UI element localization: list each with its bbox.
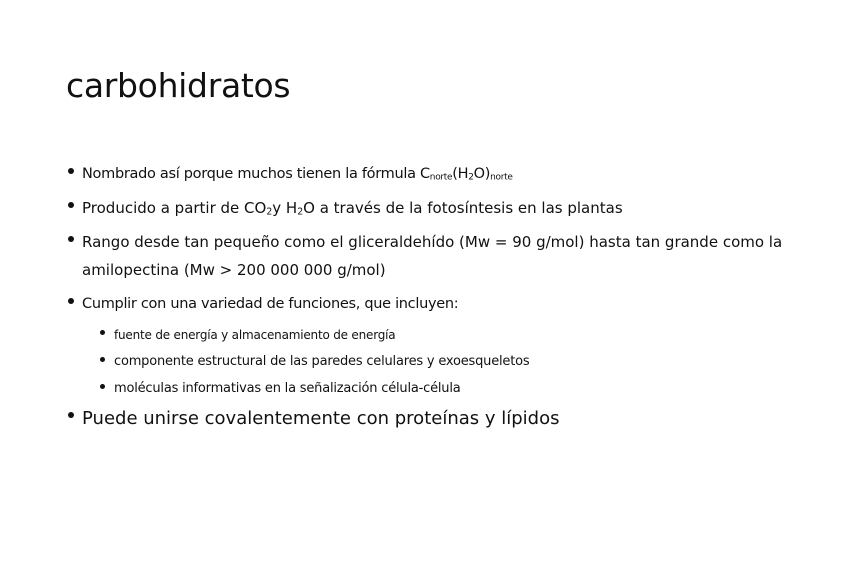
bullet-functions: Cumplir con una variedad de funciones, que incluyen: (66, 290, 786, 318)
bullet-list (66, 160, 786, 439)
sub-bullet-signaling: moléculas informativas en la señalización célula-célula (98, 378, 786, 400)
bullet-covalent: Puede unirse covalentemente con proteínas y lípidos (66, 405, 786, 433)
sub-bullet-energy: fuente de energía y almacenamiento de energía (98, 324, 786, 346)
bullet-formula: Nombrado así porque muchos tienen la fórmula $C_{norte}(H_2O)_{norte}$ (66, 160, 786, 188)
bullet-size-range: Rango desde tan pequeño como el gliceraldehído (Mw = 90 g/mol) hasta tan grande como la amilopectina (Mw > 200 000 000 g/mol) (66, 228, 786, 284)
bullet-photosynthesis: Producido a partir de $CO_2y$ $H_2O$ a través de la fotosíntesis en las plantas (66, 194, 786, 222)
sub-bullet-structural: componente estructural de las paredes celulares y exoesqueletos (98, 351, 786, 373)
slide-title: carbohidratos (66, 66, 291, 105)
